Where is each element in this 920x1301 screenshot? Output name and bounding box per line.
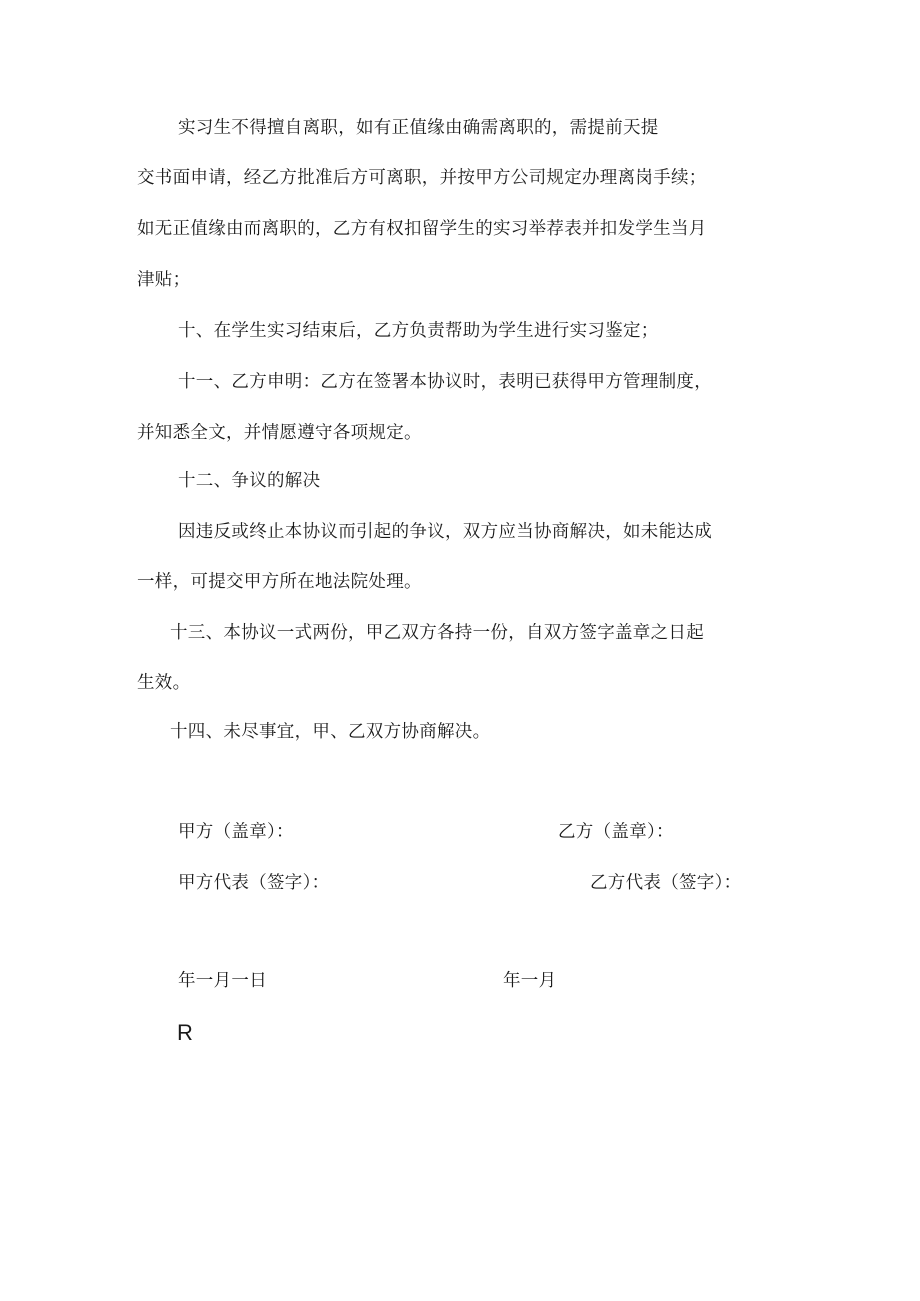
clause-14-line-1: 十四、未尽事宜，甲、乙双方协商解决。 <box>170 722 491 742</box>
clause-12-heading: 十二、争议的解决 <box>178 471 321 491</box>
party-a-date: 年一月一日 <box>178 971 267 991</box>
clause-resignation-line-3: 如无正值缘由而离职的，乙方有权扣留学生的实习举荐表并扣发学生当月 <box>137 219 707 239</box>
clause-13-line-2: 生效。 <box>137 673 191 693</box>
party-b-date: 年一月 <box>503 971 557 991</box>
party-b-rep-label: 乙方代表（签字）： <box>590 873 742 893</box>
party-a-rep-label: 甲方代表（签字）： <box>178 873 330 893</box>
party-a-seal-label: 甲方（盖章）： <box>178 822 294 842</box>
clause-12-body-line-2: 一样，可提交甲方所在地法院处理。 <box>137 572 422 592</box>
clause-13-line-1: 十三、本协议一式两份，甲乙双方各持一份，自双方签字盖章之日起 <box>170 623 704 643</box>
clause-resignation-line-1: 实习生不得擅自离职，如有正值缘由确需离职的，需提前天提 <box>178 118 659 138</box>
clause-11-line-1: 十一、乙方申明：乙方在签署本协议时，表明已获得甲方管理制度， <box>178 372 712 392</box>
clause-10-line-1: 十、在学生实习结束后，乙方负责帮助为学生进行实习鉴定； <box>178 321 659 341</box>
clause-12-body-line-1: 因违反或终止本协议而引起的争议，双方应当协商解决，如未能达成 <box>178 522 712 542</box>
party-b-seal-label: 乙方（盖章）： <box>558 822 674 842</box>
clause-resignation-line-2: 交书面申请，经乙方批准后方可离职，并按甲方公司规定办理离岗手续； <box>137 168 707 188</box>
clause-resignation-line-4: 津贴； <box>137 270 191 290</box>
clause-11-line-2: 并知悉全文，并情愿遵守各项规定。 <box>137 423 422 443</box>
stray-letter-mark: R <box>177 1020 193 1045</box>
